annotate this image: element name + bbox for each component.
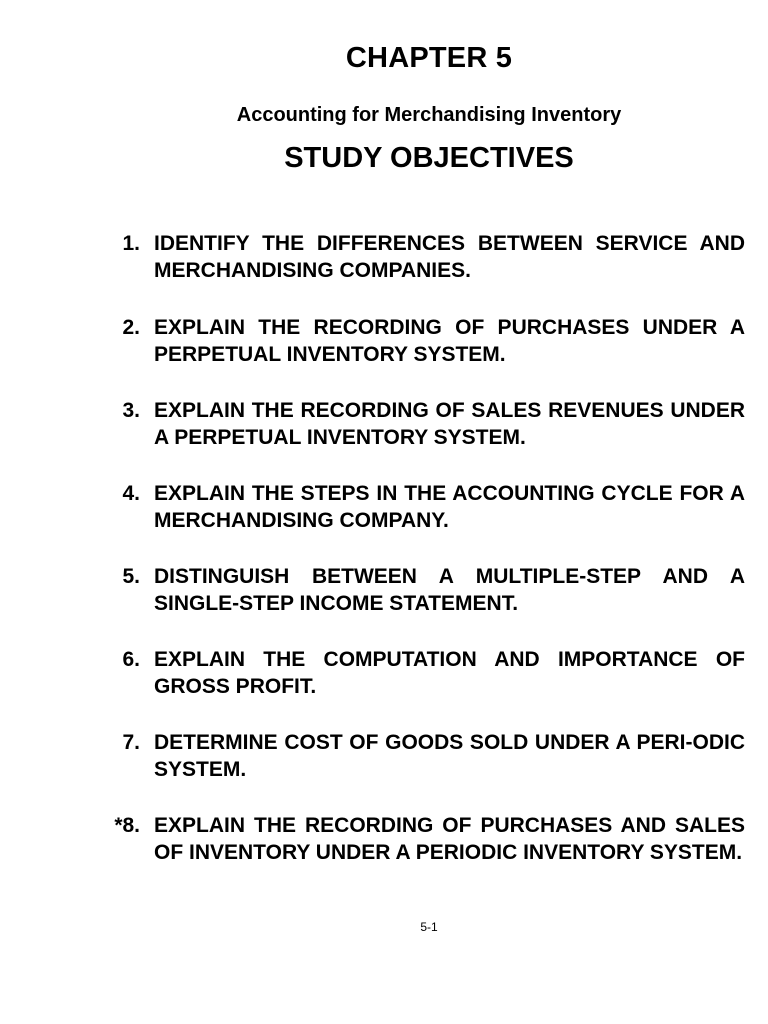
objective-number: 5. [122, 565, 140, 588]
objective-number: 7. [122, 731, 140, 754]
objective-number: 3. [122, 399, 140, 422]
objective-number: 6. [122, 648, 140, 671]
objective-text: EXPLAIN THE RECORDING OF PURCHASES UNDER A PERPETUAL INVENTORY SYSTEM. [154, 316, 745, 366]
objective-text: IDENTIFY THE DIFFERENCES BETWEEN SERVICE AND MERCHANDISING COMPANIES. [154, 232, 745, 282]
objective-text: EXPLAIN THE COMPUTATION AND IMPORTANCE OF GROSS PROFIT. [154, 648, 745, 698]
objective-number: *8. [114, 814, 140, 837]
objective-text: EXPLAIN THE RECORDING OF PURCHASES AND SALES OF INVENTORY UNDER A PERIODIC INVENTORY SYSTEM. [154, 814, 745, 864]
objective-text: EXPLAIN THE RECORDING OF SALES REVENUES UNDER A PERPETUAL INVENTORY SYSTEM. [154, 399, 745, 449]
chapter-subtitle: Accounting for Merchandising Inventory [236, 104, 622, 126]
objective-number: 2. [122, 316, 140, 339]
objective-number: 4. [122, 482, 140, 505]
objective-text: EXPLAIN THE STEPS IN THE ACCOUNTING CYCLE FOR A MERCHANDISING COMPANY. [154, 482, 745, 532]
chapter-title: CHAPTER 5 [345, 42, 513, 74]
objective-text: DETERMINE COST OF GOODS SOLD UNDER A PERI-ODIC SYSTEM. [154, 731, 745, 781]
page-number: 5-1 [420, 920, 438, 934]
section-heading: STUDY OBJECTIVES [284, 142, 574, 174]
objective-number: 1. [122, 232, 140, 255]
objective-text: DISTINGUISH BETWEEN A MULTIPLE-STEP AND A SINGLE-STEP INCOME STATEMENT. [154, 565, 745, 615]
